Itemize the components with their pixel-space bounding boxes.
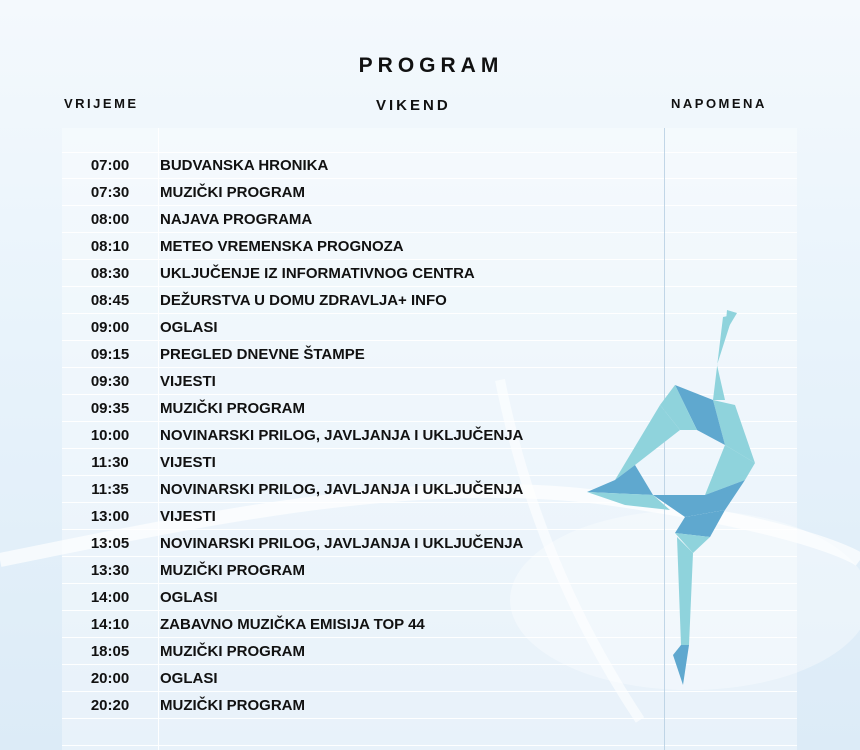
schedule-show: VIJESTI bbox=[160, 372, 216, 390]
schedule-show: UKLJUČENJE IZ INFORMATIVNOG CENTRA bbox=[160, 264, 475, 282]
schedule-time: 20:00 bbox=[90, 669, 130, 687]
schedule-show: OGLASI bbox=[160, 588, 218, 606]
schedule-show: OGLASI bbox=[160, 318, 218, 336]
schedule-show: ZABAVNO MUZIČKA EMISIJA TOP 44 bbox=[160, 615, 425, 633]
schedule-time: 13:05 bbox=[90, 534, 130, 552]
schedule-row bbox=[62, 233, 797, 260]
schedule-show: BUDVANSKA HRONIKA bbox=[160, 157, 329, 174]
schedule-show: MUZIČKI PROGRAM bbox=[160, 183, 305, 201]
day-column-header: VIKEND bbox=[376, 97, 451, 114]
schedule-time: 09:15 bbox=[90, 345, 130, 363]
schedule-time: 11:35 bbox=[91, 480, 129, 498]
schedule-show: OGLASI bbox=[160, 669, 218, 687]
schedule-row bbox=[62, 206, 797, 233]
schedule-time: 08:45 bbox=[90, 291, 130, 309]
schedule-time: 09:00 bbox=[90, 318, 130, 336]
schedule-show: NOVINARSKI PRILOG, JAVLJANJA I UKLJUČENJA bbox=[160, 426, 524, 444]
schedule-time: 08:00 bbox=[90, 210, 130, 228]
schedule-show: VIJESTI bbox=[160, 507, 216, 525]
schedule-row bbox=[62, 179, 797, 206]
schedule-show: MUZIČKI PROGRAM bbox=[160, 642, 305, 660]
schedule-time: 14:00 bbox=[90, 588, 130, 606]
schedule-time: 14:10 bbox=[90, 615, 130, 633]
schedule-time: 07:00 bbox=[90, 157, 130, 174]
time-column-divider bbox=[158, 128, 159, 750]
note-column-header: NAPOMENA bbox=[671, 96, 767, 111]
schedule-time: 07:30 bbox=[90, 183, 130, 201]
schedule-time: 13:30 bbox=[90, 561, 130, 579]
page-title: PROGRAM bbox=[358, 54, 504, 77]
schedule-time: 09:30 bbox=[90, 372, 130, 390]
schedule-time: 09:35 bbox=[90, 399, 130, 417]
schedule-show: NOVINARSKI PRILOG, JAVLJANJA I UKLJUČENJA bbox=[160, 534, 524, 552]
time-column-header: VRIJEME bbox=[64, 96, 139, 111]
schedule-time: 10:00 bbox=[90, 426, 130, 444]
schedule-row bbox=[62, 692, 797, 719]
schedule-row bbox=[62, 719, 797, 746]
schedule-time: 13:00 bbox=[90, 507, 130, 525]
schedule-show: MUZIČKI PROGRAM bbox=[160, 561, 305, 579]
schedule-time: 08:10 bbox=[90, 237, 130, 255]
schedule-row bbox=[62, 260, 797, 287]
schedule-row bbox=[62, 152, 797, 179]
schedule-time: 18:05 bbox=[90, 642, 130, 660]
schedule-show: MUZIČKI PROGRAM bbox=[160, 696, 305, 714]
figure-skater-logo bbox=[585, 305, 760, 690]
schedule-time: 20:20 bbox=[90, 696, 130, 714]
schedule-show: DEŽURSTVA U DOMU ZDRAVLJA+ INFO bbox=[160, 291, 447, 309]
schedule-show: MUZIČKI PROGRAM bbox=[160, 399, 305, 417]
schedule-time: 11:30 bbox=[91, 453, 129, 471]
schedule-show: METEO VREMENSKA PROGNOZA bbox=[160, 237, 404, 255]
schedule-show: NOVINARSKI PRILOG, JAVLJANJA I UKLJUČENJA bbox=[160, 480, 524, 498]
schedule-time: 08:30 bbox=[90, 264, 130, 282]
schedule-show: PREGLED DNEVNE ŠTAMPE bbox=[160, 345, 365, 363]
schedule-show: VIJESTI bbox=[160, 453, 216, 471]
schedule-show: NAJAVA PROGRAMA bbox=[160, 210, 313, 228]
